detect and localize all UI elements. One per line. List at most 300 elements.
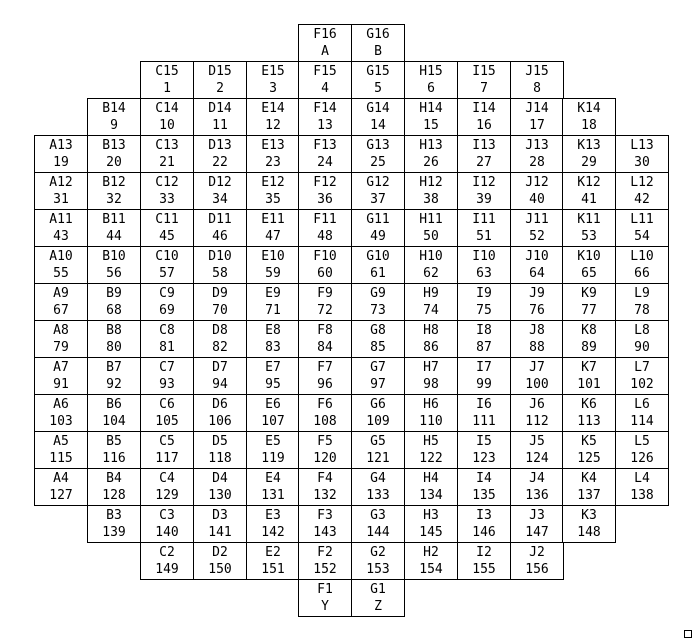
cell-label: B4 <box>106 471 122 486</box>
cell-number: 13 <box>317 118 333 133</box>
cell-label: A10 <box>49 249 73 264</box>
cell-number: 51 <box>476 229 492 244</box>
grid-cell <box>351 135 405 173</box>
cell-number: 137 <box>577 488 601 503</box>
cell-label: C10 <box>155 249 179 264</box>
cell-number: 22 <box>212 155 228 170</box>
cell-label: I2 <box>476 545 492 560</box>
grid-cell <box>246 246 300 284</box>
grid-cell <box>404 283 458 321</box>
grid-cell <box>351 505 405 543</box>
cell-label: F1 <box>317 582 333 597</box>
cell-number: 142 <box>261 525 285 540</box>
cell-number: 118 <box>208 451 232 466</box>
cell-label: C6 <box>159 397 175 412</box>
cell-number: 141 <box>208 525 232 540</box>
cell-number: 10 <box>159 118 175 133</box>
cell-number: 21 <box>159 155 175 170</box>
cell-number: 110 <box>419 414 443 429</box>
grid-cell <box>193 61 247 99</box>
cell-label: E11 <box>261 212 285 227</box>
cell-label: K8 <box>581 323 597 338</box>
grid-cell <box>298 468 352 506</box>
grid-cell <box>404 172 458 210</box>
cell-number: 106 <box>208 414 232 429</box>
cell-label: F6 <box>317 397 333 412</box>
cell-label: A11 <box>49 212 73 227</box>
cell-number: 23 <box>265 155 281 170</box>
grid-cell <box>457 246 511 284</box>
cell-number: 139 <box>102 525 126 540</box>
grid-cell <box>457 209 511 247</box>
grid-cell <box>298 98 352 136</box>
cell-label: E12 <box>261 175 285 190</box>
cell-number: 44 <box>106 229 122 244</box>
cell-number: 78 <box>634 303 650 318</box>
grid-cell <box>246 283 300 321</box>
cell-number: 26 <box>423 155 439 170</box>
grid-cell <box>457 431 511 469</box>
grid-cell <box>193 468 247 506</box>
grid-cell <box>615 172 669 210</box>
cell-label: G16 <box>366 27 390 42</box>
cell-number: 143 <box>313 525 337 540</box>
cell-label: C3 <box>159 508 175 523</box>
grid-cell <box>140 135 194 173</box>
grid-cell <box>562 431 616 469</box>
cell-number: 89 <box>581 340 597 355</box>
grid-cell <box>615 135 669 173</box>
cell-label: C4 <box>159 471 175 486</box>
grid-cell <box>457 61 511 99</box>
grid-cell <box>140 431 194 469</box>
grid-cell <box>140 172 194 210</box>
grid-cell <box>246 172 300 210</box>
grid-cell <box>87 505 141 543</box>
cell-number: 132 <box>313 488 337 503</box>
cell-label: J2 <box>529 545 545 560</box>
cell-label: I9 <box>476 286 492 301</box>
cell-label: H6 <box>423 397 439 412</box>
cell-number: 123 <box>472 451 496 466</box>
cell-number: 144 <box>366 525 390 540</box>
grid-cell <box>140 283 194 321</box>
cell-label: D10 <box>208 249 232 264</box>
cell-label: I8 <box>476 323 492 338</box>
grid-cell <box>562 172 616 210</box>
cell-label: H7 <box>423 360 439 375</box>
cell-label: G10 <box>366 249 390 264</box>
grid-cell <box>87 357 141 395</box>
grid-cell <box>246 505 300 543</box>
grid-cell <box>140 320 194 358</box>
cell-number: 88 <box>529 340 545 355</box>
cell-number: 39 <box>476 192 492 207</box>
cell-number: B <box>374 44 382 59</box>
cell-label: E3 <box>265 508 281 523</box>
grid-cell <box>615 283 669 321</box>
grid-cell <box>193 172 247 210</box>
grid-cell <box>562 246 616 284</box>
cell-number: 104 <box>102 414 126 429</box>
cell-number: 155 <box>472 562 496 577</box>
cell-label: L5 <box>634 434 650 449</box>
grid-cell <box>404 394 458 432</box>
grid-cell <box>404 246 458 284</box>
grid-cell <box>615 209 669 247</box>
cell-label: J8 <box>529 323 545 338</box>
grid-cell <box>193 431 247 469</box>
cell-number: 95 <box>265 377 281 392</box>
cell-number: 77 <box>581 303 597 318</box>
grid-cell <box>298 283 352 321</box>
grid-cell <box>246 468 300 506</box>
grid-cell <box>457 98 511 136</box>
cell-number: 133 <box>366 488 390 503</box>
grid-cell <box>140 98 194 136</box>
grid-cell <box>562 135 616 173</box>
grid-cell <box>140 542 194 580</box>
cell-number: 65 <box>581 266 597 281</box>
grid-cell <box>298 24 352 62</box>
cell-label: A4 <box>53 471 69 486</box>
grid-cell <box>404 542 458 580</box>
cell-number: 112 <box>525 414 549 429</box>
grid-cell <box>246 357 300 395</box>
grid-cell <box>404 505 458 543</box>
cell-label: F4 <box>317 471 333 486</box>
cell-label: J12 <box>525 175 549 190</box>
cell-number: 53 <box>581 229 597 244</box>
cell-number: 70 <box>212 303 228 318</box>
cell-number: 122 <box>419 451 443 466</box>
cell-label: D5 <box>212 434 228 449</box>
cell-label: C7 <box>159 360 175 375</box>
cell-number: 121 <box>366 451 390 466</box>
cell-label: I7 <box>476 360 492 375</box>
grid-cell <box>404 468 458 506</box>
cell-number: 9 <box>110 118 118 133</box>
grid-cell <box>246 209 300 247</box>
cell-label: G14 <box>366 101 390 116</box>
cell-number: 154 <box>419 562 443 577</box>
cell-label: F13 <box>313 138 337 153</box>
grid-cell <box>562 320 616 358</box>
cell-number: 97 <box>370 377 386 392</box>
cell-label: H14 <box>419 101 443 116</box>
cell-label: L6 <box>634 397 650 412</box>
cell-number: 17 <box>529 118 545 133</box>
cell-number: 99 <box>476 377 492 392</box>
cell-label: F15 <box>313 64 337 79</box>
cell-number: 31 <box>53 192 69 207</box>
cell-number: 12 <box>265 118 281 133</box>
cell-number: 45 <box>159 229 175 244</box>
cell-number: 135 <box>472 488 496 503</box>
cell-label: E15 <box>261 64 285 79</box>
cell-number: 87 <box>476 340 492 355</box>
cell-number: Y <box>321 599 329 614</box>
cell-number: 96 <box>317 377 333 392</box>
cell-label: K9 <box>581 286 597 301</box>
grid-cell <box>351 542 405 580</box>
grid-cell <box>34 357 88 395</box>
cell-number: 49 <box>370 229 386 244</box>
cell-label: H10 <box>419 249 443 264</box>
grid-cell <box>298 320 352 358</box>
grid-cell <box>34 320 88 358</box>
grid-cell <box>34 246 88 284</box>
grid-cell <box>140 246 194 284</box>
cell-number: 68 <box>106 303 122 318</box>
grid-cell <box>298 61 352 99</box>
cell-label: D15 <box>208 64 232 79</box>
grid-cell <box>246 320 300 358</box>
cell-label: D6 <box>212 397 228 412</box>
cell-number: A <box>321 44 329 59</box>
grid-cell <box>562 357 616 395</box>
cell-number: 76 <box>529 303 545 318</box>
cell-label: K12 <box>577 175 601 190</box>
cell-number: Z <box>374 599 382 614</box>
grid-cell <box>87 468 141 506</box>
grid-cell <box>87 209 141 247</box>
cell-number: 61 <box>370 266 386 281</box>
cell-number: 62 <box>423 266 439 281</box>
cell-label: A8 <box>53 323 69 338</box>
cell-number: 138 <box>630 488 654 503</box>
cell-label: D13 <box>208 138 232 153</box>
cell-number: 79 <box>53 340 69 355</box>
grid-cell <box>510 172 564 210</box>
cell-label: G15 <box>366 64 390 79</box>
cell-number: 8 <box>533 81 541 96</box>
cell-number: 105 <box>155 414 179 429</box>
cell-label: G12 <box>366 175 390 190</box>
cell-number: 59 <box>265 266 281 281</box>
cell-number: 27 <box>476 155 492 170</box>
cell-label: L10 <box>630 249 654 264</box>
cell-number: 28 <box>529 155 545 170</box>
cell-label: C15 <box>155 64 179 79</box>
cell-label: F2 <box>317 545 333 560</box>
cell-label: H15 <box>419 64 443 79</box>
cell-label: B10 <box>102 249 126 264</box>
cell-number: 15 <box>423 118 439 133</box>
cell-number: 38 <box>423 192 439 207</box>
cell-number: 150 <box>208 562 232 577</box>
cell-number: 18 <box>581 118 597 133</box>
cell-number: 94 <box>212 377 228 392</box>
cell-label: E13 <box>261 138 285 153</box>
grid-cell <box>615 320 669 358</box>
grid-cell <box>510 431 564 469</box>
cell-label: J3 <box>529 508 545 523</box>
cell-label: L12 <box>630 175 654 190</box>
cell-label: E8 <box>265 323 281 338</box>
cell-label: G1 <box>370 582 386 597</box>
cell-label: C8 <box>159 323 175 338</box>
cell-number: 125 <box>577 451 601 466</box>
cell-label: D12 <box>208 175 232 190</box>
cell-number: 101 <box>577 377 601 392</box>
cell-label: G13 <box>366 138 390 153</box>
cell-number: 103 <box>49 414 73 429</box>
cell-label: G4 <box>370 471 386 486</box>
cell-number: 75 <box>476 303 492 318</box>
grid-cell <box>298 357 352 395</box>
cell-label: C13 <box>155 138 179 153</box>
grid-cell <box>34 172 88 210</box>
cell-number: 36 <box>317 192 333 207</box>
cell-number: 48 <box>317 229 333 244</box>
cell-number: 16 <box>476 118 492 133</box>
cell-number: 71 <box>265 303 281 318</box>
cell-label: D2 <box>212 545 228 560</box>
cell-label: C2 <box>159 545 175 560</box>
grid-cell <box>510 468 564 506</box>
cell-number: 120 <box>313 451 337 466</box>
cell-label: G5 <box>370 434 386 449</box>
cell-label: E5 <box>265 434 281 449</box>
cell-number: 47 <box>265 229 281 244</box>
grid-cell <box>351 357 405 395</box>
grid-cell <box>510 135 564 173</box>
grid-cell <box>351 468 405 506</box>
cell-number: 107 <box>261 414 285 429</box>
cell-label: J9 <box>529 286 545 301</box>
grid-cell <box>246 394 300 432</box>
cell-label: K13 <box>577 138 601 153</box>
cell-number: 50 <box>423 229 439 244</box>
cell-number: 146 <box>472 525 496 540</box>
grid-cell <box>351 24 405 62</box>
cell-number: 119 <box>261 451 285 466</box>
cell-number: 153 <box>366 562 390 577</box>
cell-number: 84 <box>317 340 333 355</box>
grid-cell <box>510 542 564 580</box>
cell-number: 2 <box>216 81 224 96</box>
grid-cell <box>510 505 564 543</box>
grid-cell <box>457 505 511 543</box>
grid-cell <box>246 61 300 99</box>
cell-label: I12 <box>472 175 496 190</box>
cell-label: G7 <box>370 360 386 375</box>
cell-label: E7 <box>265 360 281 375</box>
cell-label: D11 <box>208 212 232 227</box>
cell-label: H3 <box>423 508 439 523</box>
cell-number: 69 <box>159 303 175 318</box>
cell-number: 41 <box>581 192 597 207</box>
cell-number: 85 <box>370 340 386 355</box>
cell-number: 134 <box>419 488 443 503</box>
grid-cell <box>193 135 247 173</box>
cell-label: D14 <box>208 101 232 116</box>
grid-cell <box>351 431 405 469</box>
grid-cell <box>404 320 458 358</box>
cell-number: 131 <box>261 488 285 503</box>
cell-number: 86 <box>423 340 439 355</box>
cell-number: 128 <box>102 488 126 503</box>
cell-number: 74 <box>423 303 439 318</box>
grid-cell <box>298 172 352 210</box>
cell-number: 93 <box>159 377 175 392</box>
grid-cell <box>457 394 511 432</box>
cell-label: A9 <box>53 286 69 301</box>
cell-label: J14 <box>525 101 549 116</box>
cell-number: 81 <box>159 340 175 355</box>
cell-label: G6 <box>370 397 386 412</box>
cell-label: I13 <box>472 138 496 153</box>
grid-cell <box>404 61 458 99</box>
grid-cell <box>562 209 616 247</box>
cell-label: H12 <box>419 175 443 190</box>
cell-label: F12 <box>313 175 337 190</box>
cell-number: 5 <box>374 81 382 96</box>
cell-label: L7 <box>634 360 650 375</box>
cell-label: A13 <box>49 138 73 153</box>
grid-cell <box>457 357 511 395</box>
cell-number: 56 <box>106 266 122 281</box>
grid-cell <box>562 394 616 432</box>
cell-number: 124 <box>525 451 549 466</box>
cell-number: 73 <box>370 303 386 318</box>
grid-cell <box>193 394 247 432</box>
cell-number: 57 <box>159 266 175 281</box>
cell-number: 29 <box>581 155 597 170</box>
cell-number: 40 <box>529 192 545 207</box>
grid-cell <box>193 283 247 321</box>
cell-label: J5 <box>529 434 545 449</box>
grid-cell <box>34 468 88 506</box>
cell-number: 46 <box>212 229 228 244</box>
cell-label: E9 <box>265 286 281 301</box>
cell-label: K6 <box>581 397 597 412</box>
cell-label: B8 <box>106 323 122 338</box>
grid-cell <box>193 505 247 543</box>
grid-cell <box>298 505 352 543</box>
cell-number: 7 <box>480 81 488 96</box>
cell-number: 4 <box>321 81 329 96</box>
grid-cell <box>351 209 405 247</box>
cell-number: 116 <box>102 451 126 466</box>
cell-number: 67 <box>53 303 69 318</box>
grid-cell <box>351 98 405 136</box>
cell-label: D8 <box>212 323 228 338</box>
cell-number: 52 <box>529 229 545 244</box>
grid-cell <box>615 394 669 432</box>
grid-cell <box>510 209 564 247</box>
grid-cell <box>87 98 141 136</box>
cell-number: 114 <box>630 414 654 429</box>
cell-number: 64 <box>529 266 545 281</box>
cell-label: C11 <box>155 212 179 227</box>
grid-cell <box>246 98 300 136</box>
cell-number: 82 <box>212 340 228 355</box>
cell-number: 148 <box>577 525 601 540</box>
grid-cell <box>140 357 194 395</box>
cell-label: I11 <box>472 212 496 227</box>
grid-cell <box>193 357 247 395</box>
grid-cell <box>351 246 405 284</box>
grid-cell <box>140 61 194 99</box>
cell-number: 20 <box>106 155 122 170</box>
cell-label: J13 <box>525 138 549 153</box>
cell-number: 42 <box>634 192 650 207</box>
cell-number: 43 <box>53 229 69 244</box>
cell-label: I10 <box>472 249 496 264</box>
cell-number: 19 <box>53 155 69 170</box>
